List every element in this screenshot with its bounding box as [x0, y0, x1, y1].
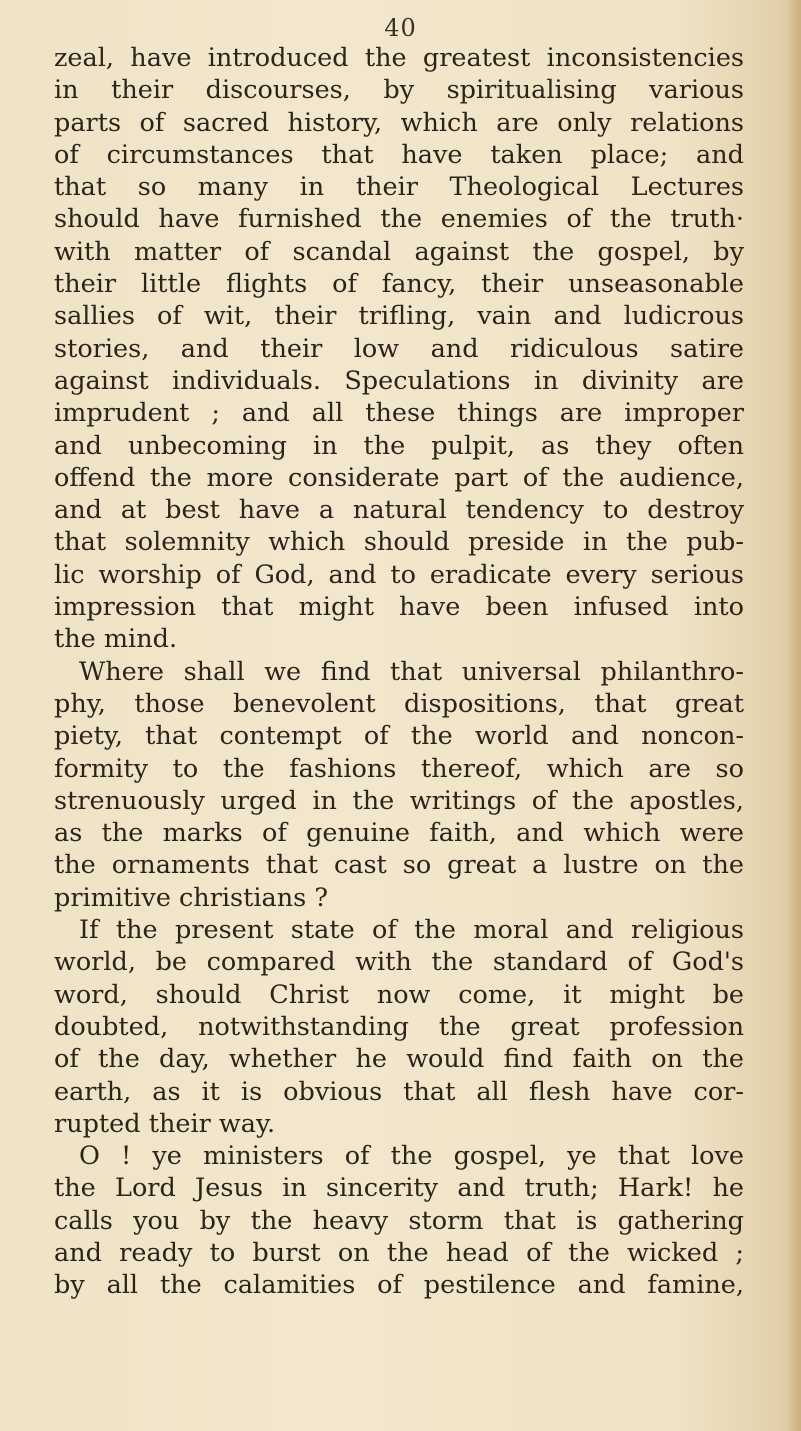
- text-line: with matter of scandal against the gospel, by: [54, 236, 744, 267]
- text-line: earth, as it is obvious that all flesh have cor-: [54, 1076, 744, 1107]
- text-line: lic worship of God, and to eradicate every serious: [54, 559, 744, 590]
- page-edge-shadow: [787, 0, 801, 1431]
- text-line: offend the more considerate part of the audience,: [54, 462, 744, 493]
- text-line: the mind.: [54, 624, 178, 655]
- text-line: O ! ye ministers of the gospel, ye that love: [79, 1141, 744, 1172]
- text-line: against individuals. Speculations in divinity are: [54, 365, 744, 396]
- text-line: by all the calamities of pestilence and famine,: [54, 1270, 744, 1301]
- text-line: Where shall we find that universal philanthro-: [79, 656, 744, 687]
- text-line: the ornaments that cast so great a lustre on the: [54, 850, 744, 881]
- text-line: in their discourses, by spiritualising various: [54, 75, 744, 106]
- text-line: impression that might have been infused into: [54, 592, 744, 623]
- body-text: [54, 42, 744, 1302]
- text-line: as the marks of genuine faith, and which were: [54, 818, 744, 849]
- text-line: zeal, have introduced the greatest inconsistencies: [54, 43, 744, 73]
- text-line: word, should Christ now come, it might be: [54, 979, 744, 1010]
- text-line: should have furnished the enemies of the truth·: [54, 204, 744, 235]
- page-number: 40: [384, 14, 417, 42]
- text-line: doubted, notwithstanding the great profession: [54, 1011, 744, 1042]
- text-line: stories, and their low and ridiculous satire: [54, 333, 744, 364]
- text-line: rupted their way.: [54, 1108, 276, 1139]
- text-line: the Lord Jesus in sincerity and truth; Hark! he: [54, 1173, 744, 1204]
- text-line: world, be compared with the standard of God's: [54, 947, 744, 978]
- text-line: calls you by the heavy storm that is gathering: [54, 1205, 744, 1236]
- text-line: and at best have a natural tendency to destroy: [54, 495, 744, 526]
- text-line: of circumstances that have taken place; and: [54, 139, 744, 170]
- text-line: and unbecoming in the pulpit, as they often: [54, 430, 744, 461]
- text-line: formity to the fashions thereof, which are so: [54, 753, 744, 784]
- text-line: their little flights of fancy, their unseasonable: [54, 269, 744, 300]
- text-line: parts of sacred history, which are only relations: [54, 107, 744, 138]
- text-line: piety, that contempt of the world and noncon-: [54, 721, 744, 752]
- text-line: that solemnity which should preside in the pub-: [54, 527, 744, 558]
- text-line: strenuously urged in the writings of the apostles,: [54, 785, 744, 816]
- text-line: phy, those benevolent dispositions, that great: [54, 688, 744, 719]
- text-line: of the day, whether he would find faith on the: [54, 1044, 744, 1075]
- text-line: imprudent ; and all these things are improper: [54, 398, 744, 429]
- text-line: that so many in their Theological Lectures: [54, 172, 744, 203]
- text-line: If the present state of the moral and religious: [79, 915, 744, 946]
- text-line: sallies of wit, their trifling, vain and ludicrous: [54, 301, 744, 332]
- text-line: primitive christians ?: [54, 882, 329, 913]
- text-line: and ready to burst on the head of the wicked ;: [54, 1237, 744, 1268]
